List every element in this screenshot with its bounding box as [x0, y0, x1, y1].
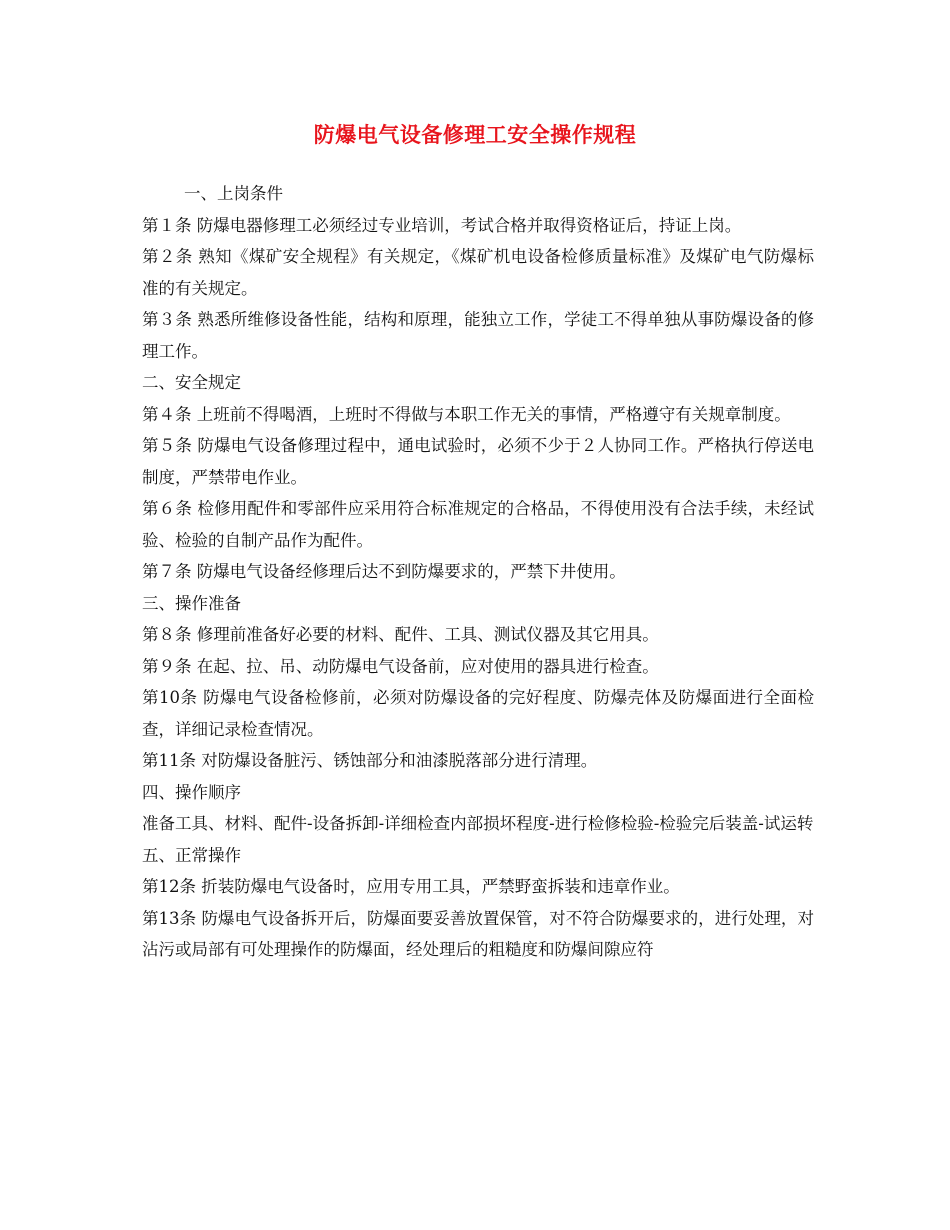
article-4: 第４条 上班前不得喝酒，上班时不得做与本职工作无关的事情，严格遵守有关规章制度。 [142, 404, 791, 424]
document-body [142, 178, 814, 966]
article-12: 第12条 折装防爆电气设备时，应用专用工具，严禁野蛮拆装和违章作业。 [142, 877, 680, 896]
section-heading-2: 二、安全规定 [142, 373, 241, 392]
article-7: 第７条 防爆电气设备经修理后达不到防爆要求的，严禁下井使用。 [142, 562, 626, 581]
article-13: 第13条 防爆电气设备拆开后，防爆面要妥善放置保管，对不符合防爆要求的，进行处理，对沾污或局部有可处理操作的防爆面，经处理后的粗糙度和防爆间隙应符 [142, 908, 814, 959]
article-6: 第６条 检修用配件和零部件应采用符合标准规定的合格品，不得使用没有合法手续，未经试验、检验的自制产品作为配件。 [142, 499, 814, 550]
operation-sequence: 准备工具、材料、配件-设备拆卸-详细检查内部损坏程度-进行检修检验-检验完后装盖-试运转 [142, 814, 814, 833]
article-2: 第２条 熟知《煤矿安全规程》有关规定，《煤矿机电设备检修质量标准》及煤矿电气防爆标准的有关规定。 [142, 247, 814, 298]
article-5: 第５条 防爆电气设备修理过程中，通电试验时，必须不少于２人协同工作。严格执行停送电制度，严禁带电作业。 [142, 436, 814, 487]
article-9: 第９条 在起、拉、吊、动防爆电气设备前，应对使用的器具进行检查。 [142, 656, 659, 676]
article-3: 第３条 熟悉所维修设备性能，结构和原理，能独立工作，学徒工不得单独从事防爆设备的修理工作。 [142, 310, 814, 361]
document-title: 防爆电气设备修理工安全操作规程 [313, 122, 637, 147]
section-heading-5: 五、正常操作 [142, 845, 241, 865]
article-11: 第11条 对防爆设备脏污、锈蚀部分和油漆脱落部分进行清理。 [142, 751, 598, 770]
section-heading-4: 四、操作顺序 [142, 782, 241, 802]
article-10: 第10条 防爆电气设备检修前，必须对防爆设备的完好程度、防爆壳体及防爆面进行全面检查，详细记录检查情况。 [142, 688, 814, 739]
section-heading-3: 三、操作准备 [142, 593, 241, 613]
article-1: 第１条 防爆电器修理工必须经过专业培训，考试合格并取得资格证后，持证上岗。 [142, 215, 742, 235]
section-heading-1: 一、上岗条件 [184, 184, 283, 203]
article-8: 第８条 修理前准备好必要的材料、配件、工具、测试仪器及其它用具。 [142, 625, 659, 644]
